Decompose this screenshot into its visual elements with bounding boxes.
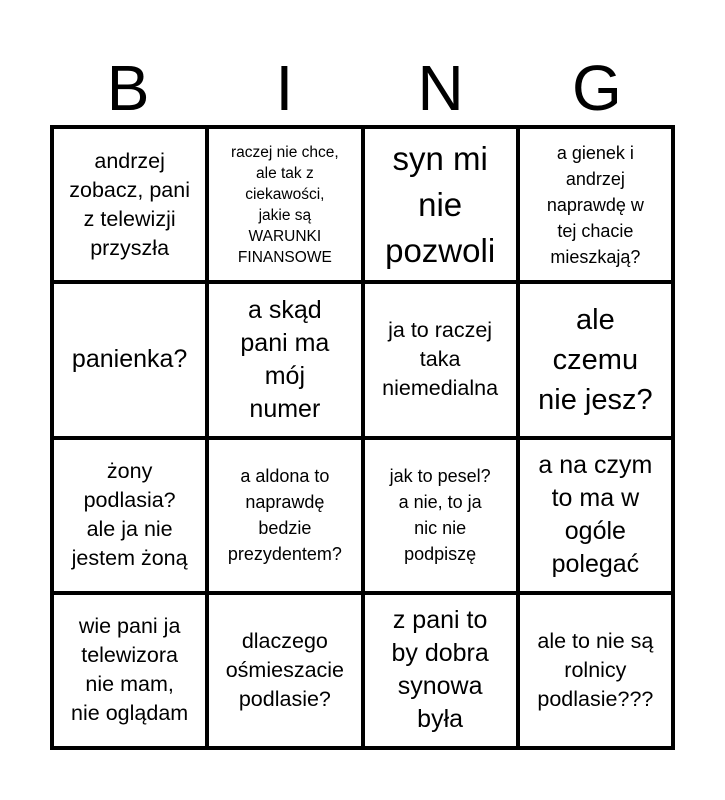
bingo-cell[interactable] (518, 438, 673, 593)
cell-text: a skąd pani ma mój numer (240, 295, 330, 423)
cell-text: z pani to by dobra synowa była (391, 606, 489, 734)
header-letter-b: B (106, 52, 150, 124)
bingo-cell[interactable] (207, 438, 362, 593)
cell-text: syn mi nie pozwoli (385, 139, 496, 269)
header-letter-g: G (571, 52, 622, 124)
bingo-cell[interactable] (52, 593, 207, 748)
bingo-cell[interactable] (518, 127, 673, 282)
bingo-cell[interactable] (363, 127, 518, 282)
cell-text: ale to nie są rolnicy podlasie??? (537, 628, 654, 711)
cell-text: panienka? (71, 345, 188, 374)
cell-text: dlaczego ośmieszacie podlasie? (225, 628, 345, 711)
bingo-board (50, 125, 675, 750)
bingo-cell[interactable] (363, 593, 518, 748)
bingo-header (50, 52, 675, 124)
cell-text: jak to pesel? a nie, to ja nic nie podpiszę (389, 466, 491, 565)
cell-text: raczej nie chce, ale tak z ciekawości, jakie są WARUNKI FINANSOWE (231, 143, 339, 266)
cell-text: a gienek i andrzej naprawdę w tej chacie mieszkają? (546, 142, 644, 267)
bingo-cell[interactable] (52, 438, 207, 593)
bingo-cell[interactable] (207, 127, 362, 282)
bingo-cell[interactable] (363, 282, 518, 437)
cell-text: wie pani ja telewizora nie mam, nie oglądam (71, 614, 189, 726)
cell-text: andrzej zobacz, pani z telewizji przyszła (69, 148, 190, 260)
cell-text: ale czemu nie jesz? (538, 303, 653, 416)
cell-text: a na czym to ma w ogóle polegać (538, 451, 653, 579)
bingo-cell[interactable] (518, 282, 673, 437)
cell-text: żony podlasia? ale ja nie jestem żoną (71, 459, 188, 571)
bingo-cell[interactable] (207, 593, 362, 748)
bingo-cell[interactable] (363, 438, 518, 593)
bingo-cell[interactable] (52, 282, 207, 437)
bingo-cell[interactable] (207, 282, 362, 437)
bingo-cell[interactable] (518, 593, 673, 748)
header-letter-n: N (417, 52, 464, 124)
bingo-cell[interactable] (52, 127, 207, 282)
cell-text: a aldona to naprawdę bedzie prezydentem? (227, 466, 342, 565)
header-letter-i: I (275, 52, 294, 124)
cell-text: ja to raczej taka niemedialna (382, 318, 499, 401)
